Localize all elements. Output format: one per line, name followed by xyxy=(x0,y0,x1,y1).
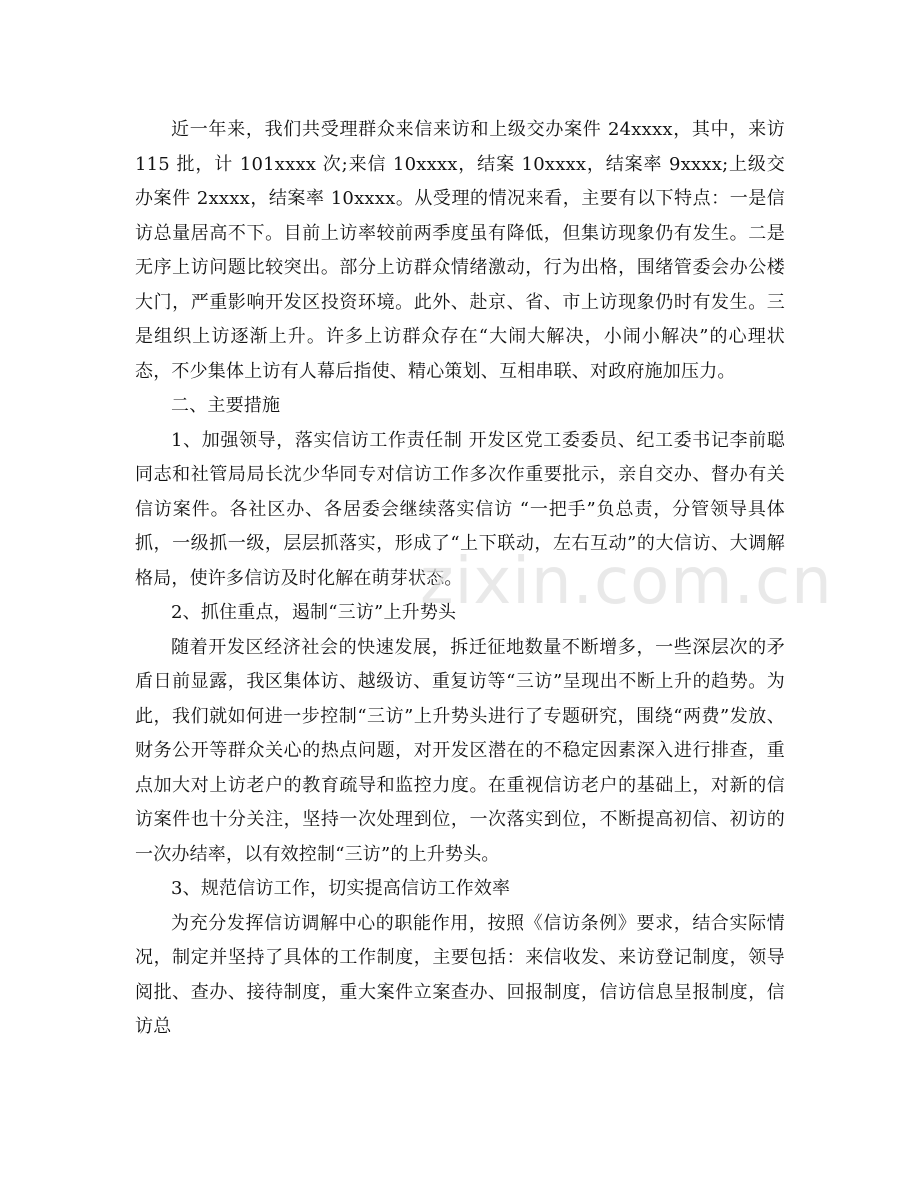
document-body xyxy=(135,113,785,1045)
paragraph-leadership: 1、加强领导，落实信访工作责任制 开发区党工委委员、纪工委书记李前聪同志和社管局局长沈少华同专对信访工作多次作重要批示，亲自交办、督办有关信访案件。各社区办、各居委会继续落实信访 “一把手”负总责，分管领导具体抓，一级抓一级，层层抓落实，形成了“上下联动，左右互动”的大信访、大调解格局，使许多信访及时化解在萌芽状态。 xyxy=(135,429,785,589)
paragraph-three-visits: 随着开发区经济社会的快速发展，拆迁征地数量不断增多，一些深层次的矛盾日前显露，我区集体访、越级访、重复访等“三访”呈现出不断上升的趋势。为此，我们就如何进一步控制“三访”上升势头进行了专题研究，围绕“两费”发放、财务公开等群众关心的热点问题，对开发区潜在的不稳定因素深入进行排查，重点加大对上访老户的教育疏导和监控力度。在重视信访老户的基础上，对新的信访案件也十分关注，坚持一次处理到位，一次落实到位，不断提高初信、初访的一次办结率，以有效控制“三访”的上升势头。 xyxy=(135,636,785,865)
section-heading-main-measures: 二、主要措施 xyxy=(171,395,281,416)
paragraph-regulations: 为充分发挥信访调解中心的职能作用，按照《信访条例》要求，结合实际情况，制定并坚持了具体的工作制度，主要包括：来信收发、来访登记制度，领导阅批、查办、接待制度，重大案件立案查办、回报制度，信访信息呈报制度，信访总 xyxy=(135,912,785,1037)
subheading-standardize: 3、规范信访工作，切实提高信访工作效率 xyxy=(171,878,511,899)
subheading-focus: 2、抓住重点，遏制“三访”上升势头 xyxy=(171,602,457,623)
paragraph-statistics: 近一年来，我们共受理群众来信来访和上级交办案件 24xxxx，其中，来访 115 批，计 101xxxx 次;来信 10xxxx，结案 10xxxx，结案率 9xxxx;上级交办案件 2xxxx，结案率 10xxxx。从受理的情况来看，主要有以下特点：一是信访总量居高不下。目前上访率较前两季度虽有降低，但集访现象仍有发生。二是无序上访问题比较突出。部分上访群众情绪激动，行为出格，围绪管委会办公楼大门，严重影响开发区投资环境。此外、赴京、省、市上访现象仍时有发生。三是组织上访逐渐上升。许多上访群众存在“大闹大解决，小闹小解决”的心理状态，不少集体上访有人幕后指使、精心策划、互相串联、对政府施加压力。 xyxy=(135,119,785,382)
watermark-logo: zixin.com.cn xyxy=(420,545,833,619)
